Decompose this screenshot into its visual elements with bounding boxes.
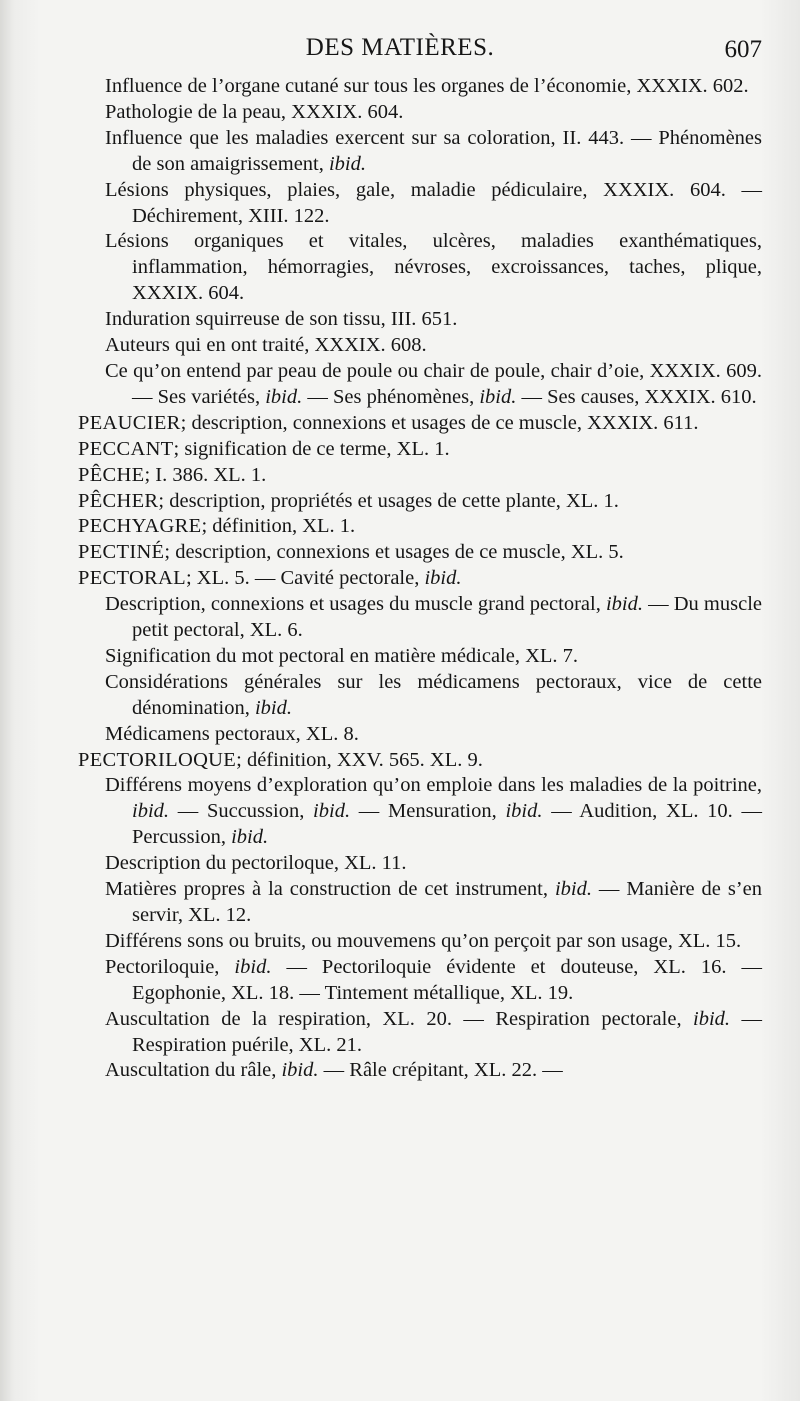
entry-text: Différens sons ou bruits, ou mouvemens qu’on perçoit par son usage, XL. 15. (105, 929, 742, 952)
entry-text: ; description, connexions et usages de ce muscle, XL. 5. (164, 541, 624, 564)
index-headword-entry (78, 514, 762, 540)
entry-text: ; signification de ce terme, XL. 1. (173, 437, 450, 460)
entry-text: ; définition, XL. 1. (201, 515, 356, 538)
entry-text: Lésions organiques et vitales, ulcères, maladies exanthématiques, inflammation, hémorragies, névroses, excroissances, taches, plique, XXXIX. 604. (105, 230, 762, 305)
index-sub-entry (78, 851, 762, 877)
index-sub-entry (78, 307, 762, 333)
headword: PÊCHER (78, 489, 159, 512)
headword: PECTORAL (78, 567, 186, 590)
entry-text: ; XL. 5. — Cavité pectorale, ibid. (185, 567, 462, 590)
index-sub-entry (78, 644, 762, 670)
index-sub-entry (78, 229, 762, 307)
index-sub-entry (78, 126, 762, 178)
entry-text: Induration squirreuse de son tissu, III. 651. (105, 308, 458, 331)
entry-text: Considérations générales sur les médicamens pectoraux, vice de cette dénomination, ibid. (105, 670, 762, 719)
index-headword-entry (78, 489, 762, 515)
index-sub-entry (78, 670, 762, 722)
headword: PECHYAGRE (78, 515, 202, 538)
entry-text: Pathologie de la peau, XXXIX. 604. (105, 100, 404, 123)
index-sub-entry (78, 359, 762, 411)
entry-text: Influence de l’organe cutané sur tous les organes de l’économie, XXXIX. 602. (105, 75, 749, 97)
index-sub-entry (78, 592, 762, 644)
entry-text: Différens moyens d’exploration qu’on emploie dans les maladies de la poitrine, ibid. — Succussion, ibid. — Mensuration, ibid. — Audition, XL. 10. — Percussion, ibid. (105, 774, 763, 849)
index-sub-entry (78, 929, 762, 955)
page-header (0, 30, 800, 70)
index-headword-entry (78, 463, 762, 489)
headword: PÊCHE (78, 463, 145, 486)
entry-text: Pectoriloquie, ibid. — Pectoriloquie évidente et douteuse, XL. 16. — Egophonie, XL. 18. — Tintement métallique, XL. 19. (105, 955, 762, 1004)
headword: PECTINÉ (78, 541, 165, 564)
index-headword-entry (78, 411, 762, 437)
index-sub-entry (78, 955, 762, 1007)
entry-text: Auscultation de la respiration, XL. 20. — Respiration pectorale, ibid. — Respiration puérile, XL. 21. (105, 1007, 763, 1056)
entry-text: Auscultation du râle, ibid. — Râle crépitant, XL. 22. — (105, 1059, 563, 1082)
index-sub-entry (78, 1007, 762, 1059)
index-sub-entry (78, 1058, 762, 1084)
index-sub-entry (78, 74, 762, 100)
entry-text: Auteurs qui en ont traité, XXXIX. 608. (105, 334, 427, 357)
entry-text: Ce qu’on entend par peau de poule ou chair de poule, chair d’oie, XXXIX. 609. — Ses variétés, ibid. — Ses phénomènes, ibid. — Ses causes, XXXIX. 610. (105, 359, 762, 408)
entry-text: ; description, connexions et usages de ce muscle, XXXIX. 611. (180, 411, 699, 434)
entry-text: Description, connexions et usages du muscle grand pectoral, ibid. — Du muscle petit pectoral, XL. 6. (105, 593, 762, 642)
index-sub-entry (78, 100, 762, 126)
index-sub-entry (78, 773, 762, 851)
headword: PECCANT (78, 437, 174, 460)
index-sub-entry (78, 333, 762, 359)
entry-text: Signification du mot pectoral en matière médicale, XL. 7. (105, 644, 579, 667)
page-number: 607 (724, 36, 762, 63)
index-headword-entry (78, 566, 762, 592)
index-sub-entry (78, 178, 762, 230)
entry-text: Influence que les maladies exercent sur sa coloration, II. 443. — Phénomènes de son amaigrissement, ibid. (105, 126, 762, 175)
index-headword-entry (78, 437, 762, 463)
index-sub-entry (78, 877, 762, 929)
running-head: DES MATIÈRES. (305, 34, 495, 61)
headword: PECTORILOQUE (78, 748, 237, 771)
entry-text: ; I. 386. XL. 1. (144, 463, 267, 486)
index-headword-entry (78, 540, 762, 566)
entry-text: ; description, propriétés et usages de cette plante, XL. 1. (158, 489, 619, 512)
index-sub-entry (78, 722, 762, 748)
entry-text: Lésions physiques, plaies, gale, maladie pédiculaire, XXXIX. 604. — Déchirement, XIII. 122. (105, 178, 762, 227)
headword: PEAUCIER (78, 411, 181, 434)
entry-text: Médicamens pectoraux, XL. 8. (105, 722, 359, 745)
index-list (78, 74, 762, 1084)
index-headword-entry (78, 748, 762, 774)
entry-text: Matières propres à la construction de cet instrument, ibid. — Manière de s’en servir, XL. 12. (105, 878, 762, 926)
entry-text: ; définition, XXV. 565. XL. 9. (236, 748, 483, 771)
entry-text: Description du pectoriloque, XL. 11. (105, 852, 407, 875)
